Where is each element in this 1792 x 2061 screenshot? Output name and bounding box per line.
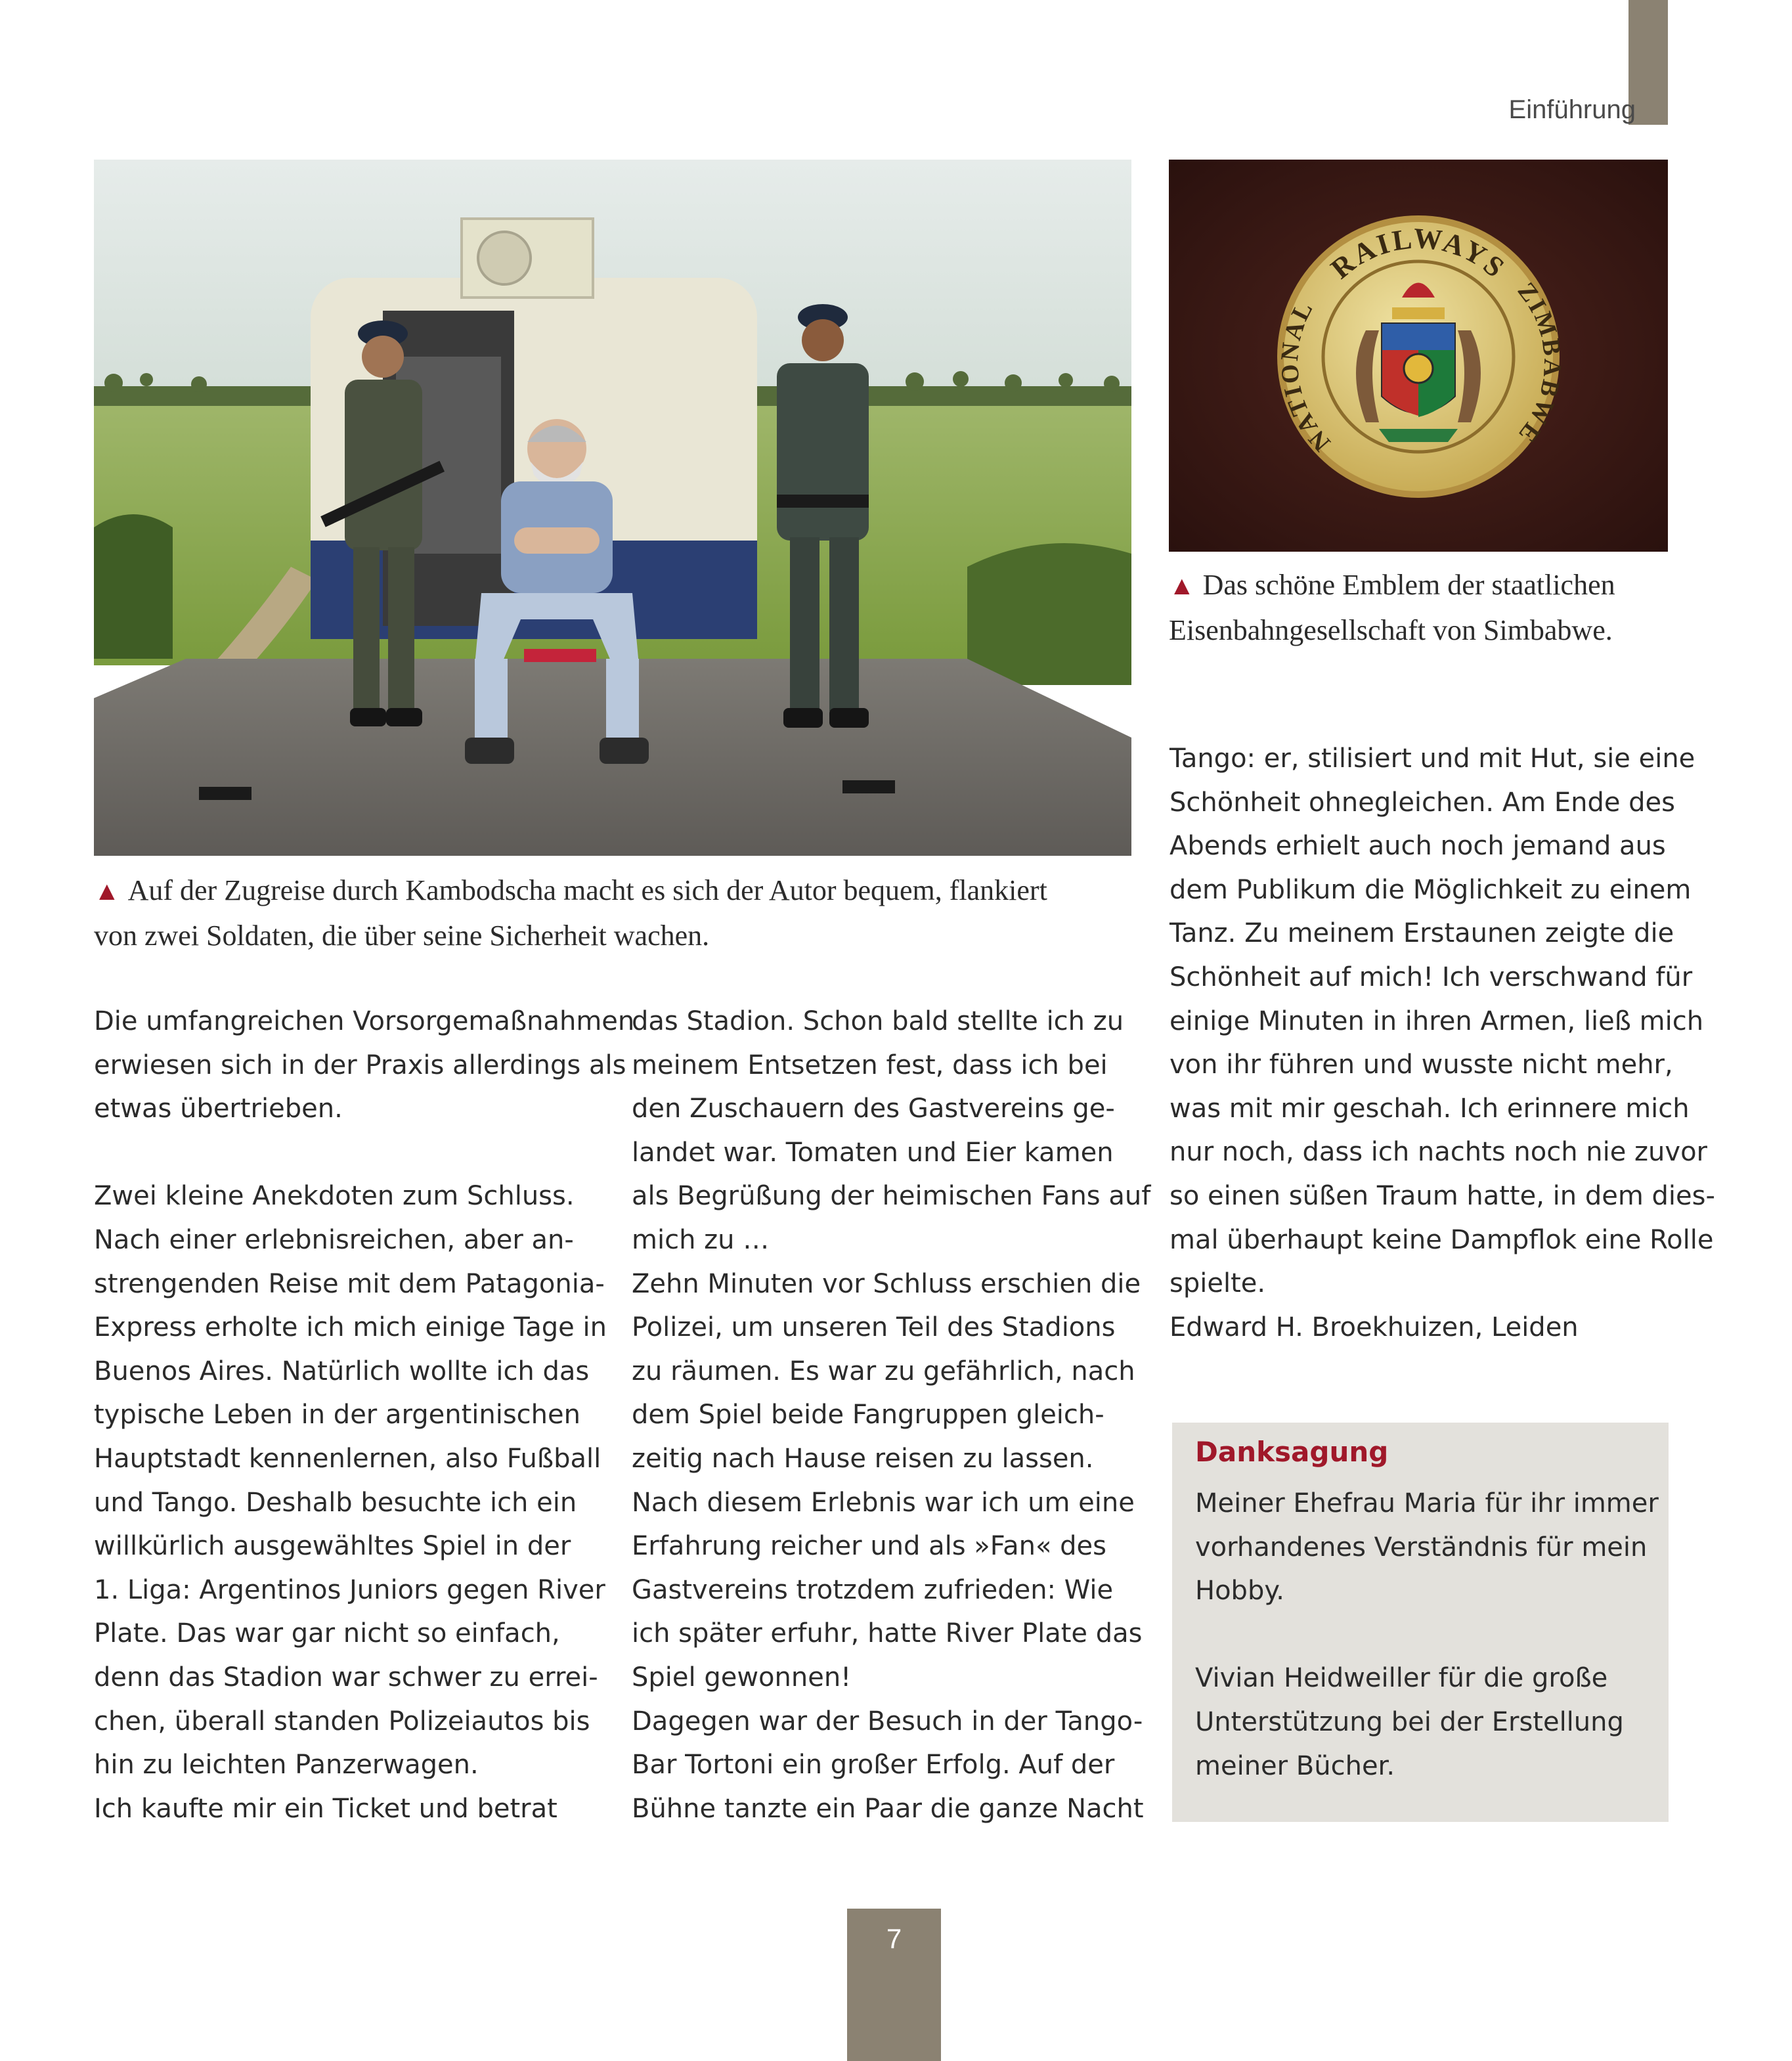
- text-line: Ich kaufte mir ein Ticket und betrat: [94, 1793, 557, 1824]
- caption-line: Das schöne Emblem der staatlichen: [1202, 569, 1615, 601]
- text-line: nur noch, dass ich nachts noch nie zuvor: [1169, 1137, 1707, 1168]
- emblem-illustration: [1169, 160, 1668, 552]
- caption-line: von zwei Soldaten, die über seine Sicherheit wachen.: [94, 920, 710, 952]
- text-line: Hauptstadt kennenlernen, also Fußball: [94, 1443, 601, 1474]
- text-line: chen, überall standen Polizeiautos bis: [94, 1706, 590, 1737]
- text-line: Bühne tanzte ein Paar die ganze Nacht: [632, 1793, 1144, 1824]
- text-line: spielte.: [1169, 1268, 1266, 1299]
- text-line: von ihr führen und wusste nicht mehr,: [1169, 1050, 1673, 1080]
- text-line: Schönheit auf mich! Ich verschwand für: [1169, 962, 1693, 992]
- text-line: Unterstützung bei der Erstellung: [1195, 1706, 1624, 1737]
- text-line: als Begrüßung der heimischen Fans auf: [632, 1181, 1151, 1212]
- text-line: Abends erhielt auch noch jemand aus: [1169, 831, 1666, 862]
- page-number: 7: [886, 1923, 902, 1954]
- text-line: Zehn Minuten vor Schluss erschien die: [632, 1268, 1141, 1299]
- text-line: Vivian Heidweiller für die große: [1195, 1663, 1608, 1694]
- caption-line: Auf der Zugreise durch Kambodscha macht es sich der Autor bequem, flankiert: [127, 874, 1047, 906]
- text-line: Zwei kleine Anekdoten zum Schluss.: [94, 1181, 575, 1212]
- text-line: Dagegen war der Besuch in der Tango-: [632, 1706, 1143, 1737]
- text-line: denn das Stadion war schwer zu errei-: [94, 1662, 598, 1693]
- text-line: Plate. Das war gar nicht so einfach,: [94, 1618, 560, 1649]
- emblem-ring-text-right: ZIMBABWE: [1512, 277, 1567, 449]
- photo-zimbabwe-emblem: [1169, 160, 1668, 552]
- text-line: typische Leben in der argentinischen: [94, 1400, 580, 1430]
- text-line: etwas übertrieben.: [94, 1094, 343, 1124]
- emblem-ring-text-top: RAILWAYS: [1324, 221, 1513, 286]
- text-line: Meiner Ehefrau Maria für ihr immer: [1195, 1488, 1659, 1518]
- caption-emblem-photo: [1169, 563, 1668, 653]
- text-line: dem Spiel beide Fangruppen gleich-: [632, 1400, 1104, 1430]
- text-line: Nach einer erlebnisreichen, aber an-: [94, 1224, 574, 1255]
- body-column-2: [632, 1000, 1151, 1830]
- text-line: das Stadion. Schon bald stellte ich zu: [632, 1006, 1124, 1036]
- paragraph-gap: [1195, 1613, 1655, 1657]
- text-line: mal überhaupt keine Dampflok eine Rolle: [1169, 1224, 1714, 1255]
- text-line: so einen süßen Traum hatte, in dem dies-: [1169, 1180, 1715, 1211]
- acknowledgement-box: [1172, 1423, 1669, 1822]
- text-line: dem Publikum die Möglichkeit zu einem: [1169, 874, 1692, 905]
- text-line: Buenos Aires. Natürlich wollte ich das: [94, 1356, 590, 1386]
- text-line: und Tango. Deshalb besuchte ich ein: [94, 1487, 577, 1518]
- photo-train-cambodia: [94, 160, 1131, 856]
- text-line: Polizei, um unseren Teil des Stadions: [632, 1312, 1116, 1343]
- text-line: Tanz. Zu meinem Erstaunen zeigte die: [1169, 918, 1674, 949]
- text-line: einige Minuten in ihren Armen, ließ mich: [1169, 1006, 1704, 1036]
- paragraph-gap: [94, 1131, 606, 1175]
- text-line: ich später erfuhr, hatte River Plate das: [632, 1618, 1143, 1649]
- page-number-tab: [847, 1909, 941, 2061]
- text-line: vorhandenes Verständnis für mein: [1195, 1532, 1648, 1562]
- caption-train-photo: [94, 868, 1145, 958]
- acknowledgement-text: [1195, 1482, 1659, 1788]
- text-line: meinem Entsetzen fest, dass ich bei: [632, 1050, 1108, 1080]
- text-line: landet war. Tomaten und Eier kamen: [632, 1137, 1114, 1168]
- text-line: erwiesen sich in der Praxis allerdings als: [94, 1050, 626, 1080]
- section-label: Einführung: [1508, 95, 1636, 124]
- text-line: Tango: er, stilisiert und mit Hut, sie eine: [1169, 743, 1695, 774]
- text-line: Erfahrung reicher und als »Fan« des: [632, 1531, 1107, 1562]
- text-line: Edward H. Broekhuizen, Leiden: [1169, 1312, 1579, 1342]
- text-line: Express erholte ich mich einige Tage in: [94, 1312, 607, 1343]
- text-line: Die umfangreichen Vorsorgemaßnahmen: [94, 1006, 635, 1036]
- caption-line: Eisenbahngesellschaft von Simbabwe.: [1169, 614, 1613, 646]
- text-line: zeitig nach Hause reisen zu lassen.: [632, 1443, 1094, 1474]
- emblem-ring-text-left: NATIONAL: [1275, 296, 1336, 457]
- text-line: Hobby.: [1195, 1576, 1285, 1607]
- text-line: Spiel gewonnen!: [632, 1662, 852, 1693]
- text-line: Gastvereins trotzdem zufrieden: Wie: [632, 1574, 1114, 1605]
- text-line: 1. Liga: Argentinos Juniors gegen River: [94, 1574, 605, 1605]
- train-photo-illustration: [94, 160, 1131, 856]
- text-line: den Zuschauern des Gastvereins ge-: [632, 1094, 1115, 1124]
- caption-triangle-icon: ▲: [1169, 571, 1195, 600]
- text-line: willkürlich ausgewähltes Spiel in der: [94, 1531, 571, 1562]
- text-line: was mit mir geschah. Ich erinnere mich: [1169, 1093, 1690, 1124]
- text-line: strengenden Reise mit dem Patagonia-: [94, 1268, 605, 1299]
- text-line: Schönheit ohnegleichen. Am Ende des: [1169, 787, 1675, 818]
- body-column-3: [1169, 737, 1715, 1349]
- text-line: Nach diesem Erlebnis war ich um eine: [632, 1487, 1135, 1518]
- acknowledgement-title: Danksagung: [1195, 1436, 1389, 1468]
- text-line: mich zu …: [632, 1224, 770, 1255]
- text-line: Bar Tortoni ein großer Erfolg. Auf der: [632, 1750, 1115, 1781]
- text-line: zu räumen. Es war zu gefährlich, nach: [632, 1356, 1135, 1386]
- body-column-1: [94, 1000, 635, 1830]
- text-line: meiner Bücher.: [1195, 1750, 1395, 1781]
- caption-triangle-icon: ▲: [94, 876, 120, 906]
- text-line: hin zu leichten Panzerwagen.: [94, 1750, 479, 1781]
